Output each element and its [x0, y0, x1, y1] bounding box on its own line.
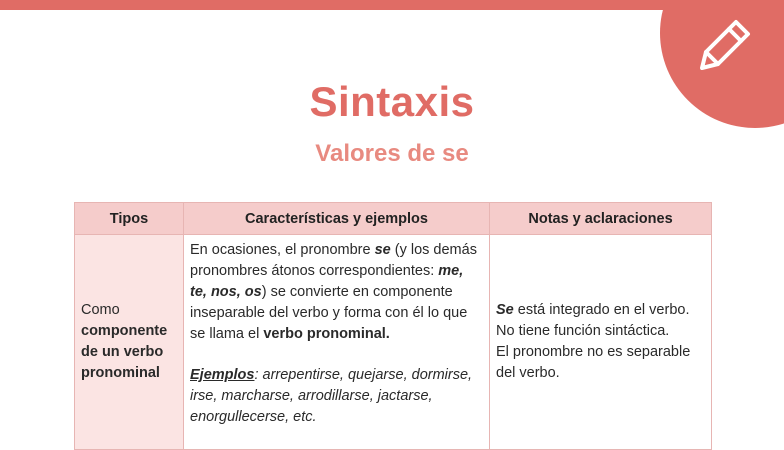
tipo-line: Como: [81, 302, 120, 318]
ejemplos-text: : arrepentirse, quejarse, dormirse, irse, marcharse, arrodillarse, jactarse, enorgullecerse, etc.: [190, 367, 473, 425]
header-caracteristicas: Características y ejemplos: [184, 203, 490, 235]
caracteristicas-paragraph: En ocasiones, el pronombre se (y los demás pronombres átonos correspondientes: me, te, nos, os) se convierte en componente inseparable del verbo y forma con él lo que se llama el verbo pronominal.: [190, 242, 477, 342]
syntax-table: [74, 202, 712, 450]
tipo-line: componente: [81, 323, 168, 339]
page-subtitle: Valores de se: [315, 140, 469, 167]
table-row: [75, 235, 712, 450]
tipo-line: pronominal: [81, 365, 160, 381]
page-title: Sintaxis: [309, 78, 475, 125]
pencil-icon: [696, 16, 754, 74]
notas-paragraph: Se está integrado en el verbo. No tiene función sintáctica.: [496, 302, 690, 339]
header-tipos: Tipos: [75, 203, 184, 235]
ejemplos-label: Ejemplos: [190, 367, 255, 383]
tipo-line: de un verbo: [81, 344, 164, 360]
notas-paragraph: El pronombre no es separable del verbo.: [496, 344, 691, 381]
ejemplos-paragraph: [190, 365, 483, 428]
notas-cell: [490, 235, 712, 450]
tipo-cell: [75, 235, 184, 450]
caracteristicas-cell: [184, 235, 490, 450]
header-notas: Notas y aclaraciones: [490, 203, 712, 235]
table-header-row: [75, 203, 712, 235]
